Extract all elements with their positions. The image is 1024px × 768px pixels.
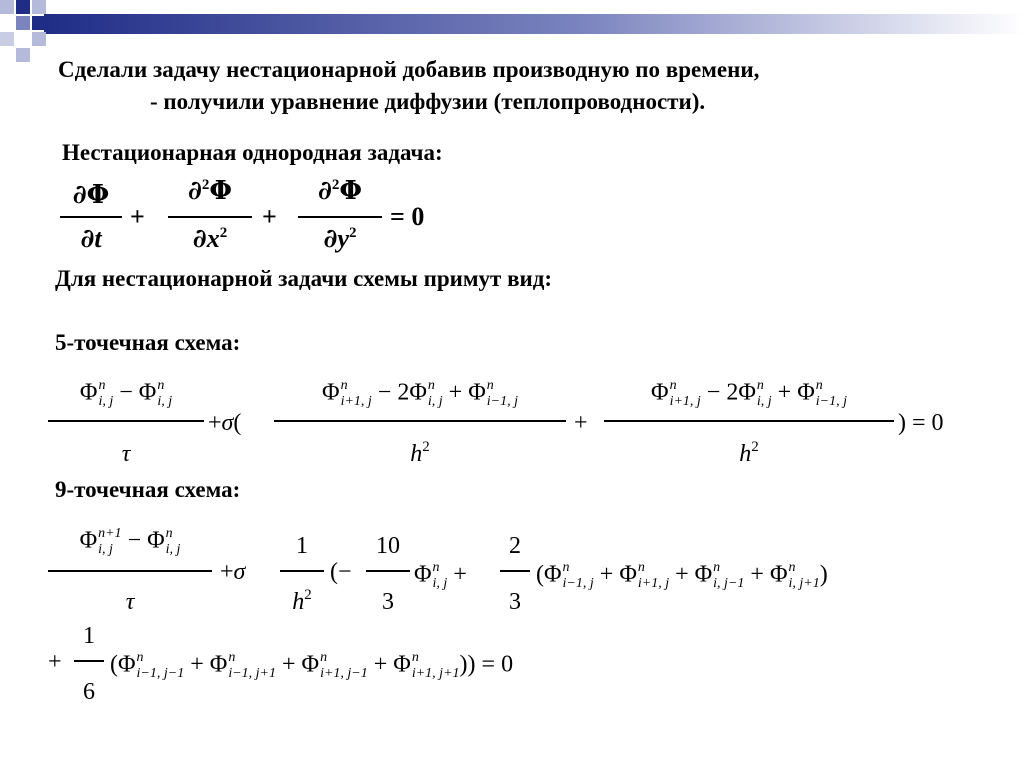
intro-line-1: Сделали задачу нестационарной добавив производную по времени, [58,57,760,82]
five-time-derivative: Φ n i, j − Φ n i, j τ [48,374,204,466]
header-banner [0,0,1024,62]
section-schemes: Для нестационарной задачи схемы примут вид: [55,266,553,291]
nine-time-derivative: Φ n+1 i, j − Φ n i, j τ [48,522,212,614]
frac-dphi-dt: ∂Φ ∂t [60,182,122,252]
coef-three: 3 [382,589,394,615]
pde-zero: 0 [411,202,425,231]
banner-square [16,48,30,62]
nine-two-thirds [500,534,530,614]
nine-one-over-h2: 1 $h^2$ [280,534,324,614]
coef-one: 1 [296,533,308,559]
frac-d2phi-dy2: ∂$^2$Φ $\partial y^2$ [298,178,382,252]
banner-square [16,16,30,30]
coef-ten: 10 [376,533,400,559]
banner-square [32,0,46,14]
five-zero: 0 [931,410,944,436]
intro-line-2: - получили уравнение диффузии (теплопроводности). [150,89,706,114]
coef-two: 2 [397,379,410,406]
section-nine-point: 9-точечная схема: [55,477,241,502]
banner-stripe [44,14,1024,34]
nine-ten-thirds [366,534,410,614]
banner-square [16,0,30,14]
banner-square [32,16,46,30]
frac-d2phi-dx2: ∂$^2$Φ $\partial x^2$ [168,178,252,252]
nine-zero: 0 [501,651,514,678]
banner-square [0,32,14,46]
nine-one-sixth [74,624,104,704]
coef-three-b: 3 [509,589,521,615]
banner-square [32,32,46,46]
coef-six: 6 [83,679,95,705]
coef-one-b: 1 [83,623,95,649]
section-homogeneous: Нестационарная однородная задача: [62,140,443,165]
coef-two-b: 2 [509,533,521,559]
section-five-point: 5-точечная схема: [55,330,241,355]
banner-square [0,0,14,14]
five-y-difference: Φ n i+1, j − 2Φ n i, j + Φ n i−1, j $h^2$ [604,374,894,466]
five-x-difference: Φ n i+1, j − 2Φ n i, j + Φ n i−1, j $h^2$ [274,374,566,466]
